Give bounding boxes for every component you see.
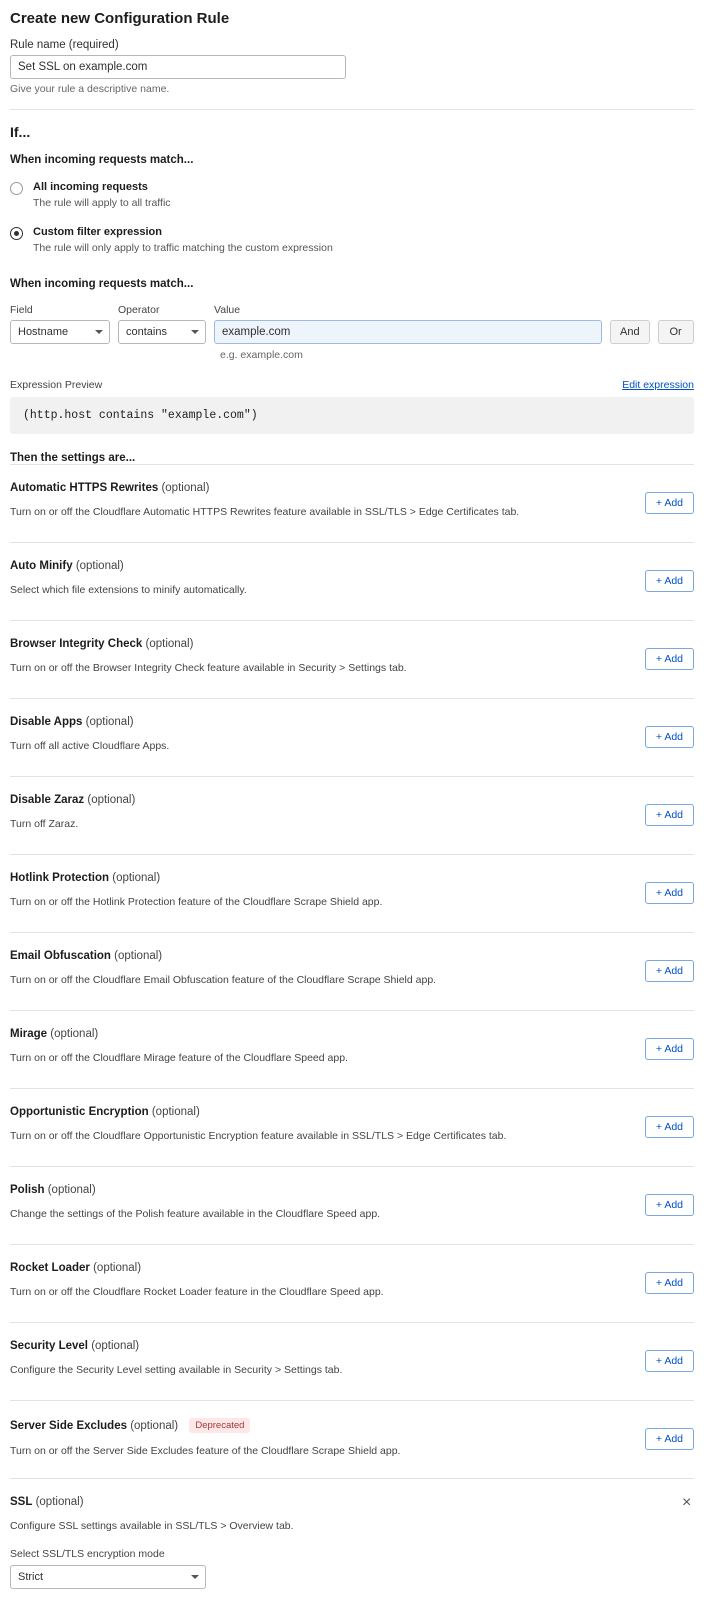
ssl-mode-value: Strict — [18, 1571, 44, 1583]
ssl-mode-label: Select SSL/TLS encryption mode — [10, 1548, 165, 1560]
setting-title: Mirage — [10, 1028, 48, 1040]
close-icon[interactable]: × — [676, 1494, 694, 1512]
setting-description: Turn off all active Cloudflare Apps. — [10, 740, 170, 752]
setting-optional: (optional) — [145, 638, 194, 650]
setting-row — [10, 620, 694, 698]
if-section-heading: If... — [10, 124, 31, 140]
setting-description: Turn on or off the Browser Integrity Check feature available in Security > Settings tab. — [10, 662, 407, 674]
setting-optional: (optional) — [85, 716, 134, 728]
setting-title: Opportunistic Encryption — [10, 1106, 149, 1118]
add-setting-button[interactable]: + Add — [645, 570, 694, 592]
add-setting-button[interactable]: + Add — [645, 804, 694, 826]
expression-preview-label: Expression Preview — [10, 379, 103, 391]
setting-title: Polish — [10, 1184, 45, 1196]
operator-column — [118, 304, 206, 344]
setting-description: Turn off Zaraz. — [10, 818, 79, 830]
value-label: Value — [214, 304, 241, 316]
add-setting-button[interactable]: + Add — [645, 1194, 694, 1216]
expression-preview-header — [10, 379, 694, 391]
and-button-column — [610, 304, 650, 344]
setting-row — [10, 1088, 694, 1166]
rule-name-help: Give your rule a descriptive name. — [10, 83, 170, 95]
add-setting-button[interactable]: + Add — [645, 726, 694, 748]
if-section-subheading: When incoming requests match... — [10, 154, 194, 166]
chevron-down-icon — [95, 330, 103, 334]
value-column — [214, 304, 602, 344]
add-setting-button[interactable]: + Add — [645, 960, 694, 982]
setting-description: Configure SSL settings available in SSL/TLS > Overview tab. — [10, 1520, 294, 1532]
setting-description: Turn on or off the Cloudflare Email Obfuscation feature of the Cloudflare Scrape Shield app. — [10, 974, 437, 986]
field-select[interactable] — [10, 320, 110, 344]
setting-title: Security Level — [10, 1340, 88, 1352]
add-setting-button[interactable]: + Add — [645, 1116, 694, 1138]
page-title: Create new Configuration Rule — [10, 10, 230, 27]
configuration-rule-form — [0, 10, 704, 1602]
divider — [10, 109, 694, 110]
and-spacer — [610, 304, 650, 316]
value-input[interactable] — [214, 320, 602, 344]
radio-icon-all-requests[interactable] — [10, 182, 23, 195]
setting-title: Disable Apps — [10, 716, 83, 728]
setting-optional: (optional) — [93, 1262, 142, 1274]
radio-icon-custom-filter[interactable] — [10, 227, 23, 240]
setting-optional: (optional) — [130, 1420, 179, 1432]
setting-description: Turn on or off the Cloudflare Rocket Loader feature in the Cloudflare Speed app. — [10, 1286, 384, 1298]
add-setting-button[interactable]: + Add — [645, 882, 694, 904]
and-button[interactable]: And — [610, 320, 650, 344]
radio-option-all-requests[interactable] — [10, 180, 694, 209]
expression-builder-row — [10, 304, 694, 344]
setting-description: Configure the Security Level setting available in Security > Settings tab. — [10, 1364, 343, 1376]
setting-description: Turn on or off the Server Side Excludes feature of the Cloudflare Scrape Shield app. — [10, 1445, 401, 1457]
setting-row-ssl — [10, 1478, 694, 1602]
or-spacer — [658, 304, 694, 316]
value-help-text: e.g. example.com — [220, 349, 303, 361]
setting-row — [10, 1010, 694, 1088]
setting-optional: (optional) — [161, 482, 210, 494]
setting-optional: (optional) — [47, 1184, 96, 1196]
setting-title: Hotlink Protection — [10, 872, 110, 884]
expression-builder-heading: When incoming requests match... — [10, 278, 194, 290]
add-setting-button[interactable]: + Add — [645, 1428, 694, 1450]
setting-description: Turn on or off the Cloudflare Automatic HTTPS Rewrites feature available in SSL/TLS > Edge Certificates tab. — [10, 506, 520, 518]
setting-title: Automatic HTTPS Rewrites — [10, 482, 159, 494]
setting-row — [10, 1322, 694, 1400]
setting-title: Server Side Excludes — [10, 1420, 127, 1432]
field-select-value: Hostname — [18, 326, 69, 338]
settings-list — [10, 464, 694, 1602]
chevron-down-icon — [191, 330, 199, 334]
setting-row — [10, 698, 694, 776]
field-column — [10, 304, 110, 344]
setting-optional: (optional) — [114, 950, 163, 962]
then-section-heading: Then the settings are... — [10, 452, 136, 464]
add-setting-button[interactable]: + Add — [645, 1038, 694, 1060]
rule-name-input[interactable] — [10, 55, 346, 79]
setting-optional: (optional) — [112, 872, 161, 884]
setting-row — [10, 542, 694, 620]
add-setting-button[interactable]: + Add — [645, 492, 694, 514]
setting-row — [10, 1166, 694, 1244]
setting-row — [10, 1400, 694, 1478]
setting-description: Change the settings of the Polish feature available in the Cloudflare Speed app. — [10, 1208, 381, 1220]
setting-optional: (optional) — [50, 1028, 99, 1040]
setting-optional: (optional) — [35, 1496, 84, 1508]
radio-desc-custom-filter: The rule will only apply to traffic matching the custom expression — [33, 242, 333, 254]
setting-optional: (optional) — [151, 1106, 200, 1118]
setting-description: Turn on or off the Cloudflare Opportunistic Encryption feature available in SSL/TLS > Edge Certificates tab. — [10, 1130, 507, 1142]
setting-title: Auto Minify — [10, 560, 73, 572]
setting-row — [10, 854, 694, 932]
setting-title: Rocket Loader — [10, 1262, 90, 1274]
operator-select[interactable] — [118, 320, 206, 344]
setting-description: Select which file extensions to minify automatically. — [10, 584, 247, 596]
or-button-column — [658, 304, 694, 344]
chevron-down-icon — [191, 1575, 199, 1579]
setting-optional: (optional) — [91, 1340, 140, 1352]
or-button[interactable]: Or — [658, 320, 694, 344]
radio-label-all-requests: All incoming requests — [33, 181, 148, 193]
status-badge: Deprecated — [189, 1418, 250, 1433]
rule-name-group — [10, 39, 694, 95]
operator-label: Operator — [118, 304, 160, 316]
add-setting-button[interactable]: + Add — [645, 648, 694, 670]
radio-label-custom-filter: Custom filter expression — [33, 226, 162, 238]
setting-row — [10, 776, 694, 854]
rule-name-label: Rule name (required) — [10, 39, 119, 51]
expression-preview-box: (http.host contains "example.com") — [10, 397, 694, 434]
setting-title: Disable Zaraz — [10, 794, 85, 806]
ssl-mode-select[interactable] — [10, 1565, 206, 1589]
setting-row — [10, 464, 694, 542]
setting-description: Turn on or off the Cloudflare Mirage feature of the Cloudflare Speed app. — [10, 1052, 348, 1064]
setting-description: Turn on or off the Hotlink Protection feature of the Cloudflare Scrape Shield app. — [10, 896, 383, 908]
operator-select-value: contains — [126, 326, 167, 338]
setting-title: Browser Integrity Check — [10, 638, 143, 650]
radio-desc-all-requests: The rule will apply to all traffic — [33, 197, 171, 209]
setting-row — [10, 1244, 694, 1322]
setting-optional: (optional) — [75, 560, 124, 572]
field-label: Field — [10, 304, 33, 316]
setting-title: Email Obfuscation — [10, 950, 111, 962]
setting-row — [10, 932, 694, 1010]
setting-optional: (optional) — [87, 794, 136, 806]
radio-option-custom-filter[interactable] — [10, 225, 694, 254]
edit-expression-link[interactable]: Edit expression — [622, 379, 694, 391]
add-setting-button[interactable]: + Add — [645, 1272, 694, 1294]
add-setting-button[interactable]: + Add — [645, 1350, 694, 1372]
setting-title: SSL — [10, 1496, 33, 1508]
